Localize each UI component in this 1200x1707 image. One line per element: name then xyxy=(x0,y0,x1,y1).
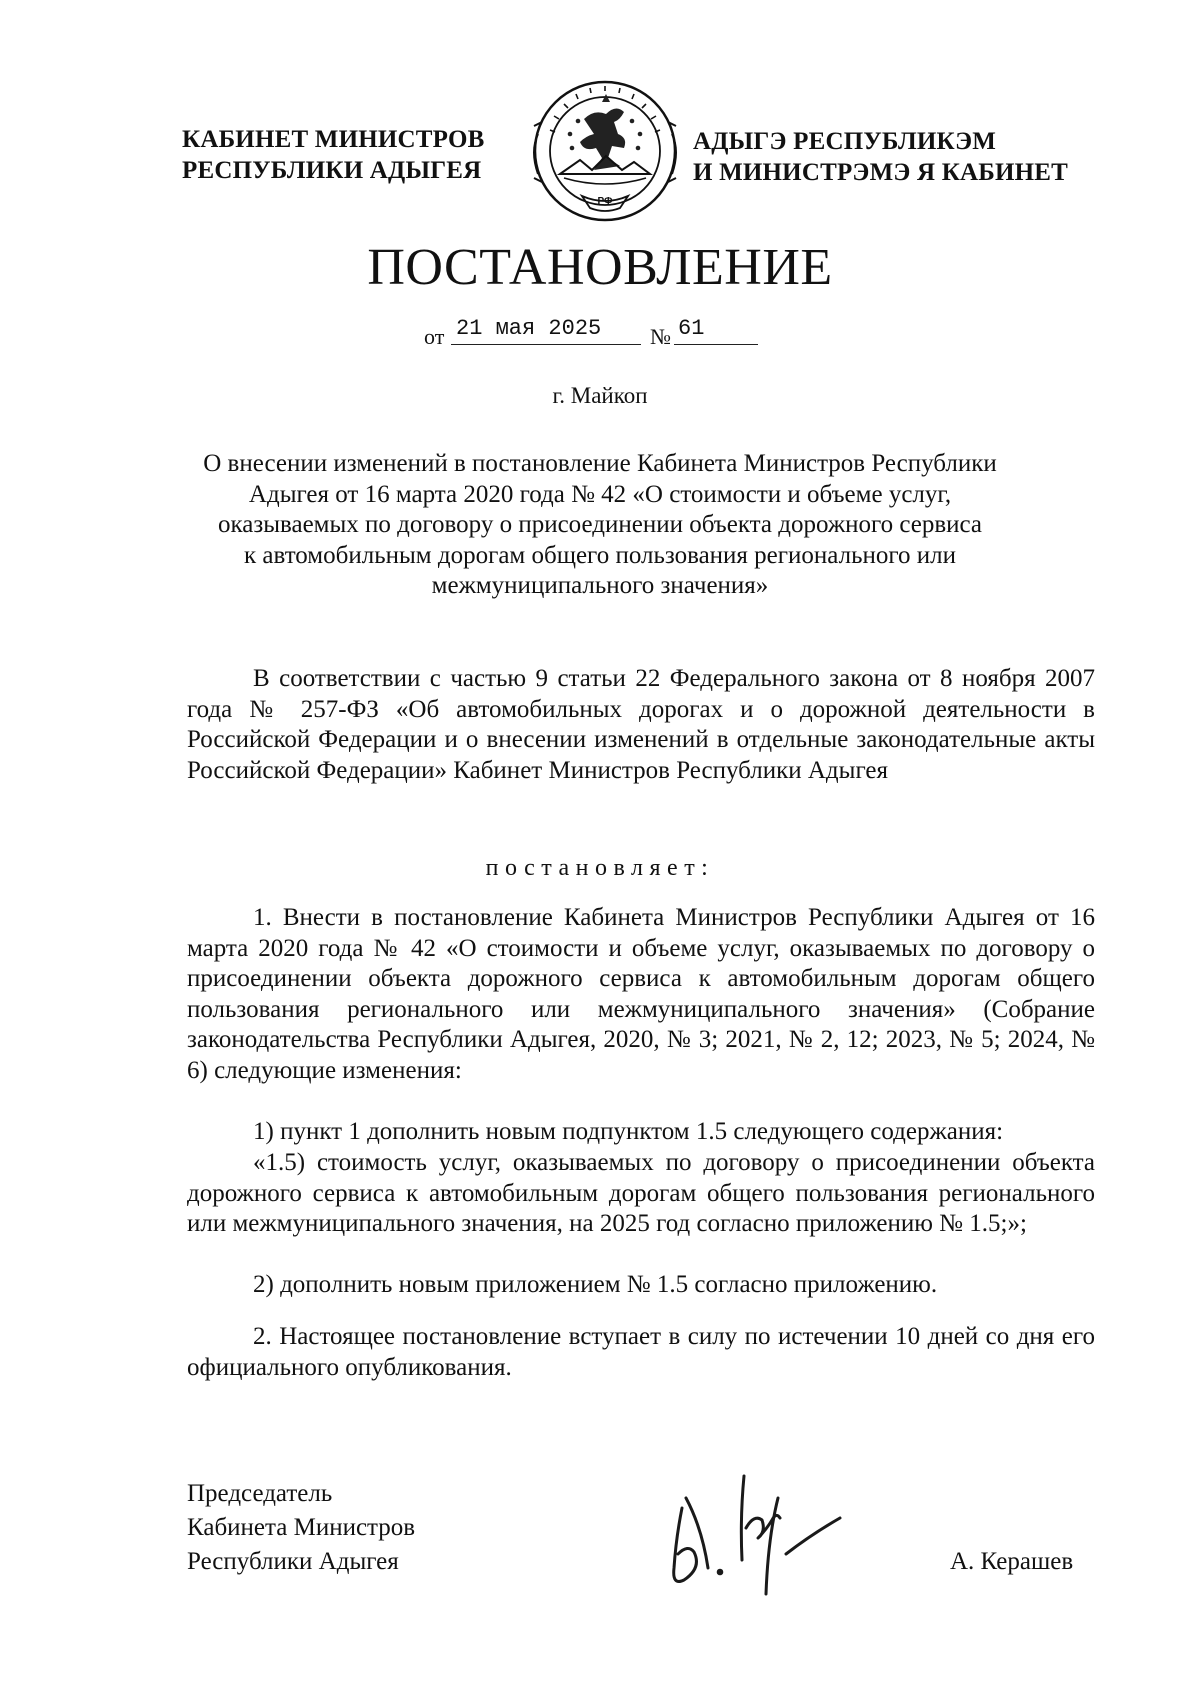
subitem-1-5-text-paragraph: «1.5) стоимость услуг, оказываемых по договору о присоединении объекта дорожного сервиса к автомобильным дорогам общего пользования регионального или межмуниципального значения, на 2025 год согласно приложению № 1.5;»; xyxy=(187,1149,1095,1237)
handwritten-signature xyxy=(662,1468,852,1608)
city-of-issue: г. Майкоп xyxy=(552,383,648,408)
issuer-name-adyghe xyxy=(693,126,1068,188)
issuer-line-1: КАБИНЕТ МИНИСТРОВ xyxy=(182,126,485,153)
title-line: к автомобильным дорогам общего пользования регионального или xyxy=(244,541,956,569)
document-date: 21 мая 2025 xyxy=(456,316,602,341)
item-1-paragraph: 1. Внести в постановление Кабинета Министров Республики Адыгея от 16 марта 2020 года № 42 «О стоимости и объеме услуг, оказываемых по договору о присоединении объекта дорожного сервиса к автомобильным дорогам общего пользования регионального или межмуниципального значения» (Собрание законодательства Республики Адыгея, 2020, № 3; 2021, № 2, 12; 2023, № 5; 2024, № 6) следующие изменения: xyxy=(187,904,1095,1084)
subitem-1-1-paragraph: 1) пункт 1 дополнить новым подпунктом 1.5 следующего содержания: xyxy=(253,1118,1004,1145)
number-underline xyxy=(674,344,758,345)
number-label: № xyxy=(650,324,671,349)
issuer-line-2: РЕСПУБЛИКИ АДЫГЕЯ xyxy=(182,157,482,184)
signer-position-line-3: Республики Адыгея xyxy=(187,1548,399,1575)
title-line: О внесении изменений в постановление Кабинета Министров Республики xyxy=(203,450,997,477)
issuer-adyghe-line-2: И МИНИСТРЭМЭ Я КАБИНЕТ xyxy=(693,159,1069,186)
signer-name: А. Керашев xyxy=(950,1548,1074,1575)
title-line: оказываемых по договору о присоединении объекта дорожного сервиса xyxy=(217,511,983,538)
date-number-line xyxy=(424,316,764,352)
coat-of-arms-emblem xyxy=(524,74,686,228)
preamble-paragraph: В соответствии с частью 9 статьи 22 Федерального закона от 8 ноября 2007 года № 257-ФЗ «Об автомобильных дорогах и о дорожной деятельности в Российской Федерации и о внесении изменений в отдельные законодательные акты Российской Федерации» Кабинет Министров Республики Адыгея xyxy=(187,665,1095,784)
title-line: межмуниципального значения» xyxy=(431,572,769,599)
svg-text:РФ: РФ xyxy=(597,196,613,207)
decree-word: постановляет: xyxy=(485,855,715,881)
issuer-name-russian xyxy=(182,124,485,186)
document-title xyxy=(150,449,1050,602)
item-2-paragraph: 2. Настоящее постановление вступает в силу по истечении 10 дней со дня его официального опубликования. xyxy=(187,1323,1095,1381)
signer-position xyxy=(187,1477,415,1579)
date-from-label: от xyxy=(424,324,445,349)
signer-position-line-1: Председатель xyxy=(187,1480,333,1507)
date-underline xyxy=(451,344,641,345)
issuer-adyghe-line-1: АДЫГЭ РЕСПУБЛИКЭМ xyxy=(693,128,997,155)
title-line: Адыгея от 16 марта 2020 года № 42 «О стоимости и объеме услуг, xyxy=(248,480,952,508)
signer-position-line-2: Кабинета Министров xyxy=(187,1514,416,1541)
document-number: 61 xyxy=(678,316,705,341)
subitem-1-2-paragraph: 2) дополнить новым приложением № 1.5 согласно приложению. xyxy=(253,1271,938,1298)
document-type-heading: ПОСТАНОВЛЕНИЕ xyxy=(367,239,833,296)
